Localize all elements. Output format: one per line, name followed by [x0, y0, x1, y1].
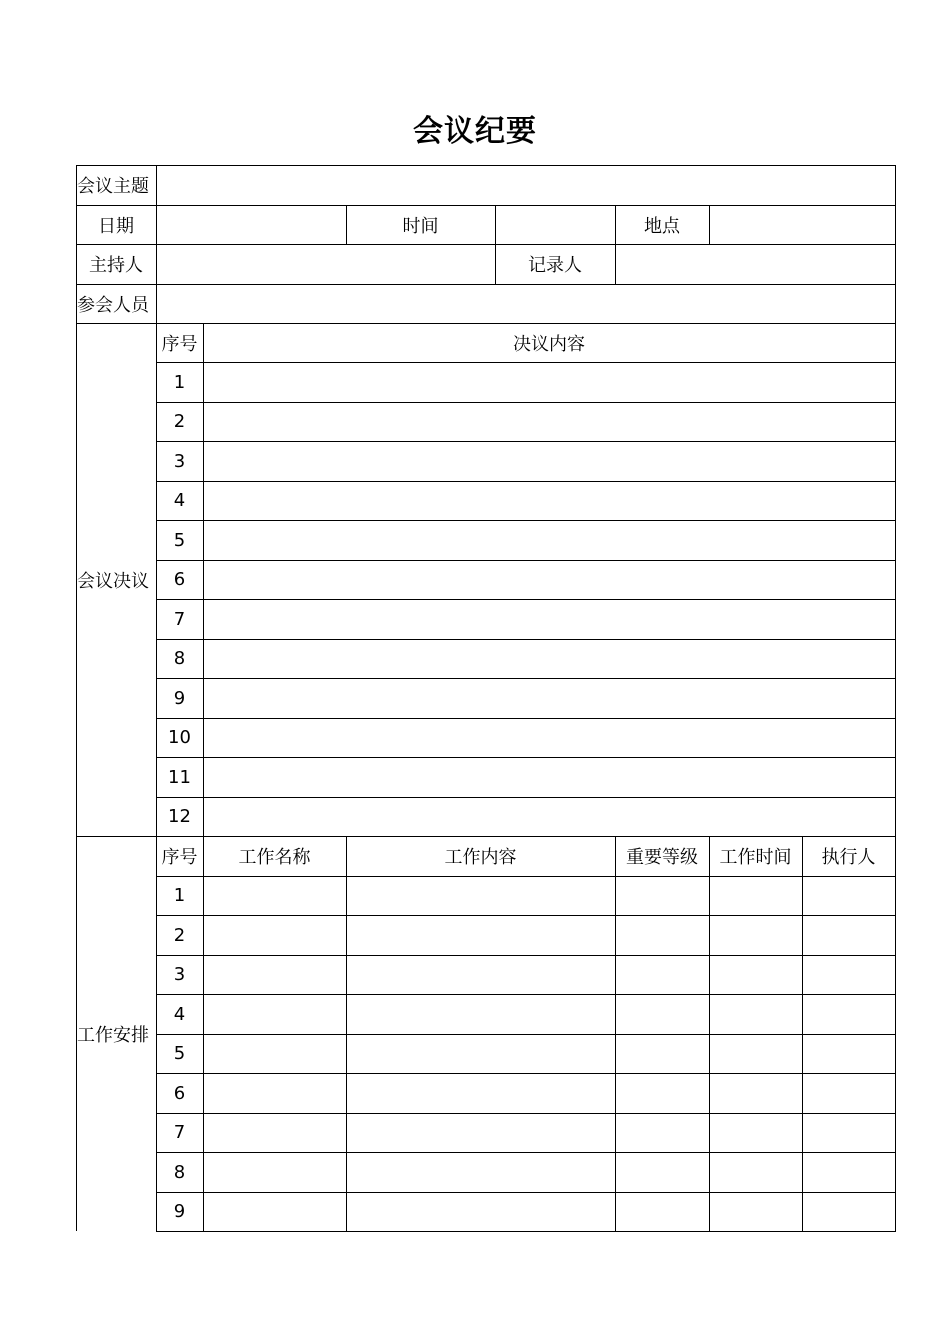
- work-name-field[interactable]: [203, 876, 346, 915]
- work-owner-field[interactable]: [802, 1073, 895, 1113]
- time-field[interactable]: [495, 205, 615, 244]
- resolution-row-index: 4: [173, 490, 186, 511]
- resolution-row-index: 3: [173, 450, 186, 472]
- resolution-content-field[interactable]: [203, 520, 895, 560]
- work-row-index: 7: [173, 1122, 186, 1143]
- topic-field[interactable]: [156, 165, 895, 205]
- work-priority-field[interactable]: [615, 1152, 709, 1192]
- resolutions-index-header: 序号: [161, 333, 198, 355]
- resolution-row-index: 1: [173, 371, 186, 393]
- work-content-field[interactable]: [346, 915, 615, 955]
- resolution-content-field[interactable]: [203, 560, 895, 599]
- work-name-field[interactable]: [203, 1192, 346, 1231]
- work-priority-field[interactable]: [615, 915, 709, 955]
- work-priority-field[interactable]: [615, 1113, 709, 1152]
- work-priority-field[interactable]: [615, 1034, 709, 1073]
- work-priority-field[interactable]: [615, 1192, 709, 1231]
- work-time-field[interactable]: [709, 955, 802, 994]
- work-index-header: 序号: [161, 847, 198, 868]
- work-name-field[interactable]: [203, 994, 346, 1034]
- work-owner-field[interactable]: [802, 994, 895, 1034]
- work-priority-field[interactable]: [615, 955, 709, 994]
- work-row-index: 4: [173, 1003, 186, 1025]
- resolution-content-field[interactable]: [203, 362, 895, 402]
- resolution-content-field[interactable]: [203, 599, 895, 639]
- work-row-index: 8: [173, 1161, 186, 1183]
- time-label: 时间: [402, 215, 439, 237]
- work-owner-field[interactable]: [802, 1034, 895, 1073]
- work-priority-field[interactable]: [615, 1073, 709, 1113]
- work-name-field[interactable]: [203, 1073, 346, 1113]
- work-row-index: 2: [173, 924, 186, 946]
- resolution-row-index: 5: [173, 529, 186, 551]
- minutes-table: [76, 165, 895, 1231]
- work-owner-field[interactable]: [802, 1113, 895, 1152]
- work-name-field[interactable]: [203, 1113, 346, 1152]
- host-label: 主持人: [89, 255, 143, 276]
- table-right-border: [895, 165, 896, 1231]
- resolution-row-index: 7: [173, 608, 186, 630]
- work-priority-header: 重要等级: [626, 847, 698, 868]
- resolution-content-field[interactable]: [203, 639, 895, 678]
- work-content-field[interactable]: [346, 1073, 615, 1113]
- work-row-index: 6: [173, 1082, 186, 1104]
- date-field[interactable]: [156, 205, 346, 244]
- attendees-label: 参会人员: [77, 294, 149, 316]
- resolution-content-field[interactable]: [203, 481, 895, 520]
- topic-label: 会议主题: [77, 176, 149, 197]
- recorder-label: 记录人: [528, 255, 582, 276]
- page-title: 会议纪要: [413, 114, 537, 149]
- resolution-row-index: 6: [173, 569, 186, 590]
- resolutions-content-header: 决议内容: [513, 333, 585, 355]
- resolution-row-index: 8: [173, 648, 186, 669]
- work-time-field[interactable]: [709, 1034, 802, 1073]
- work-time-field[interactable]: [709, 876, 802, 915]
- resolution-content-field[interactable]: [203, 718, 895, 757]
- work-time-field[interactable]: [709, 915, 802, 955]
- work-name-field[interactable]: [203, 1034, 346, 1073]
- resolution-row-index: 2: [173, 411, 186, 432]
- work-time-field[interactable]: [709, 1192, 802, 1231]
- work-priority-field[interactable]: [615, 994, 709, 1034]
- resolution-row-index: 11: [168, 766, 191, 788]
- work-owner-field[interactable]: [802, 1192, 895, 1231]
- work-owner-field[interactable]: [802, 1152, 895, 1192]
- work-time-field[interactable]: [709, 1152, 802, 1192]
- work-content-field[interactable]: [346, 876, 615, 915]
- work-content-header: 工作内容: [444, 847, 517, 868]
- work-section-label: 工作安排: [77, 1024, 149, 1046]
- work-name-field[interactable]: [203, 915, 346, 955]
- host-field[interactable]: [156, 244, 495, 284]
- work-owner-field[interactable]: [802, 876, 895, 915]
- resolution-row-index: 12: [168, 806, 191, 827]
- resolution-content-field[interactable]: [203, 402, 895, 441]
- work-content-field[interactable]: [346, 955, 615, 994]
- date-label: 日期: [98, 215, 134, 237]
- work-owner-field[interactable]: [802, 915, 895, 955]
- resolution-row-index: 9: [173, 687, 186, 709]
- recorder-field[interactable]: [615, 244, 895, 284]
- work-time-field[interactable]: [709, 1073, 802, 1113]
- work-row-index: 3: [173, 964, 186, 985]
- work-priority-field[interactable]: [615, 876, 709, 915]
- work-content-field[interactable]: [346, 994, 615, 1034]
- work-content-field[interactable]: [346, 1034, 615, 1073]
- work-row-index: 9: [173, 1201, 186, 1222]
- work-time-field[interactable]: [709, 994, 802, 1034]
- resolution-content-field[interactable]: [203, 797, 895, 836]
- location-field[interactable]: [709, 205, 895, 244]
- location-label: 地点: [644, 215, 680, 237]
- resolution-content-field[interactable]: [203, 441, 895, 481]
- resolutions-section-label: 会议决议: [77, 570, 149, 592]
- work-content-field[interactable]: [346, 1113, 615, 1152]
- attendees-field[interactable]: [156, 284, 895, 323]
- resolution-content-field[interactable]: [203, 757, 895, 797]
- work-name-field[interactable]: [203, 955, 346, 994]
- work-content-field[interactable]: [346, 1152, 615, 1192]
- work-row-index: 1: [173, 885, 186, 906]
- work-owner-field[interactable]: [802, 955, 895, 994]
- work-time-field[interactable]: [709, 1113, 802, 1152]
- work-owner-header: 执行人: [821, 847, 876, 868]
- work-time-header: 工作时间: [719, 847, 792, 868]
- work-content-field[interactable]: [346, 1192, 615, 1231]
- resolution-content-field[interactable]: [203, 678, 895, 718]
- resolution-row-index: 10: [168, 727, 191, 748]
- work-name-header: 工作名称: [238, 847, 311, 868]
- work-row-index: 5: [173, 1043, 186, 1064]
- work-name-field[interactable]: [203, 1152, 346, 1192]
- table-bottom-border: [156, 1231, 896, 1232]
